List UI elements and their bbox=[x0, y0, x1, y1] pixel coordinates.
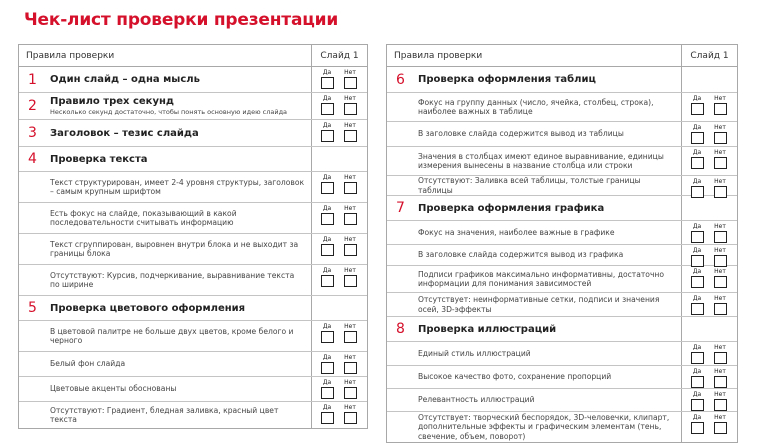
no-checkbox[interactable] bbox=[714, 132, 727, 144]
section-row bbox=[19, 93, 367, 120]
yes-label: Да bbox=[322, 404, 332, 411]
no-label: Нет bbox=[344, 236, 356, 243]
no-label: Нет bbox=[714, 368, 726, 375]
table-header bbox=[387, 45, 737, 67]
no-label: Нет bbox=[344, 404, 356, 411]
yes-label: Да bbox=[322, 236, 332, 243]
check-cell bbox=[312, 234, 367, 264]
no-checkbox[interactable] bbox=[344, 362, 357, 374]
item-cell bbox=[387, 93, 682, 121]
no-label: Нет bbox=[344, 267, 356, 274]
yes-option bbox=[319, 323, 335, 343]
section-number: 6 bbox=[396, 71, 405, 88]
no-checkbox[interactable] bbox=[714, 399, 727, 411]
no-option bbox=[712, 178, 728, 198]
yes-option bbox=[319, 404, 335, 424]
section-cell bbox=[19, 93, 312, 119]
yes-label: Да bbox=[322, 205, 332, 212]
header-rules: Правила проверки bbox=[387, 45, 682, 66]
item-text: Текст структурирован, имеет 2-4 уровня структуры, заголовок – самым крупным шрифтом bbox=[50, 177, 305, 196]
check-cell bbox=[682, 389, 737, 411]
item-cell bbox=[387, 147, 682, 175]
section-number: 1 bbox=[28, 71, 37, 88]
no-label: Нет bbox=[344, 122, 356, 129]
item-text: Фокус на группу данных (число, ячейка, столбец, строка), наиболее важных в таблице bbox=[418, 97, 654, 116]
no-option bbox=[342, 379, 358, 399]
section-row bbox=[387, 196, 737, 221]
check-cell bbox=[312, 321, 367, 351]
table-header bbox=[19, 45, 367, 67]
no-label: Нет bbox=[714, 268, 726, 275]
item-text: В заголовке слайда содержится вывод из таблицы bbox=[418, 129, 624, 139]
section-title: Проверка оформления графика bbox=[418, 202, 605, 214]
item-cell bbox=[387, 412, 682, 442]
section-number: 8 bbox=[396, 321, 405, 337]
check-cell bbox=[312, 147, 367, 171]
yes-checkbox[interactable] bbox=[321, 244, 334, 256]
item-text: Отсутствуют: Курсив, подчеркивание, выравнивание текста по ширине bbox=[50, 270, 295, 289]
no-option bbox=[342, 354, 358, 374]
checklist-table-right bbox=[386, 44, 738, 443]
section-cell bbox=[19, 296, 312, 320]
no-checkbox[interactable] bbox=[344, 331, 357, 343]
item-text: Отсутствуют: Градиент, бледная заливка, красный цвет текста bbox=[50, 405, 279, 424]
section-number: 3 bbox=[28, 125, 37, 141]
yes-checkbox[interactable] bbox=[321, 103, 334, 115]
item-row bbox=[19, 377, 367, 402]
section-title: Один слайд – одна мысль bbox=[50, 74, 200, 85]
no-checkbox[interactable] bbox=[714, 231, 727, 243]
item-cell bbox=[387, 342, 682, 365]
item-row bbox=[19, 321, 367, 352]
no-option bbox=[342, 205, 358, 225]
item-text: Цветовые акценты обоснованы bbox=[50, 384, 177, 394]
yes-label: Да bbox=[322, 174, 332, 181]
item-row bbox=[19, 203, 367, 234]
no-option bbox=[712, 268, 728, 288]
item-row bbox=[387, 221, 737, 245]
check-cell bbox=[312, 120, 367, 146]
no-option bbox=[712, 368, 728, 388]
no-option bbox=[712, 344, 728, 364]
no-label: Нет bbox=[344, 379, 356, 386]
item-text: Высокое качество фото, сохранение пропорций bbox=[418, 372, 612, 382]
yes-checkbox[interactable] bbox=[321, 77, 334, 89]
item-text: Единый стиль иллюстраций bbox=[418, 348, 531, 358]
no-option bbox=[712, 95, 728, 115]
section-title: Проверка оформления таблиц bbox=[418, 74, 596, 85]
item-row bbox=[387, 366, 737, 389]
item-cell bbox=[387, 293, 682, 316]
yes-label: Да bbox=[692, 223, 702, 230]
item-cell bbox=[387, 176, 682, 195]
check-cell bbox=[682, 122, 737, 146]
no-option bbox=[712, 295, 728, 315]
item-cell bbox=[19, 234, 312, 264]
no-label: Нет bbox=[714, 223, 726, 230]
no-checkbox[interactable] bbox=[714, 103, 727, 115]
check-cell bbox=[312, 172, 367, 202]
no-label: Нет bbox=[344, 354, 356, 361]
item-text: Белый фон слайда bbox=[50, 359, 126, 369]
no-checkbox[interactable] bbox=[714, 376, 727, 388]
no-label: Нет bbox=[714, 344, 726, 351]
check-cell bbox=[312, 402, 367, 428]
no-label: Нет bbox=[714, 178, 726, 185]
section-cell bbox=[19, 120, 312, 146]
no-checkbox[interactable] bbox=[344, 130, 357, 142]
no-option bbox=[712, 391, 728, 411]
section-title: Проверка иллюстраций bbox=[418, 323, 557, 335]
section-number: 2 bbox=[28, 98, 37, 114]
yes-label: Да bbox=[692, 178, 702, 185]
yes-label: Да bbox=[322, 122, 332, 129]
item-text: Есть фокус на слайде, показывающий в какой последовательности считывать информацию bbox=[50, 208, 237, 227]
header-slide: Слайд 1 bbox=[320, 51, 359, 61]
item-text: Релевантность иллюстраций bbox=[418, 395, 535, 405]
section-cell bbox=[19, 67, 312, 92]
yes-label: Да bbox=[692, 95, 702, 102]
no-checkbox[interactable] bbox=[344, 387, 357, 399]
item-row bbox=[387, 147, 737, 176]
yes-checkbox[interactable] bbox=[691, 132, 704, 144]
yes-checkbox[interactable] bbox=[321, 275, 334, 287]
no-option bbox=[342, 404, 358, 424]
no-option bbox=[342, 267, 358, 287]
item-row bbox=[387, 266, 737, 293]
section-cell bbox=[387, 67, 682, 92]
yes-checkbox[interactable] bbox=[691, 376, 704, 388]
no-option bbox=[712, 414, 728, 434]
check-cell bbox=[312, 377, 367, 401]
item-row bbox=[387, 293, 737, 317]
item-row bbox=[19, 402, 367, 428]
item-row bbox=[387, 122, 737, 147]
check-cell bbox=[312, 203, 367, 233]
item-row bbox=[19, 265, 367, 296]
item-text: Отсутствует: неинформативные сетки, подписи и значения осей, 3D-эффекты bbox=[418, 295, 660, 314]
item-row bbox=[19, 352, 367, 377]
no-checkbox[interactable] bbox=[344, 182, 357, 194]
yes-checkbox[interactable] bbox=[691, 276, 704, 288]
yes-checkbox[interactable] bbox=[691, 157, 704, 169]
yes-label: Да bbox=[692, 344, 702, 351]
item-cell bbox=[19, 265, 312, 295]
check-cell bbox=[682, 221, 737, 244]
item-cell bbox=[19, 321, 312, 351]
yes-option bbox=[319, 379, 335, 399]
no-label: Нет bbox=[344, 69, 356, 76]
check-cell bbox=[682, 147, 737, 175]
item-cell bbox=[387, 389, 682, 411]
item-text: Отсутствуют: Заливка всей таблицы, толстые границы таблицы bbox=[418, 176, 641, 195]
no-option bbox=[712, 149, 728, 169]
section-row bbox=[19, 147, 367, 172]
check-cell bbox=[682, 293, 737, 316]
section-title: Проверка цветового оформления bbox=[50, 302, 246, 314]
yes-option bbox=[689, 247, 705, 267]
section-number: 4 bbox=[28, 151, 37, 167]
check-cell bbox=[682, 412, 737, 442]
no-option bbox=[342, 323, 358, 343]
no-label: Нет bbox=[344, 205, 356, 212]
yes-label: Да bbox=[692, 391, 702, 398]
yes-checkbox[interactable] bbox=[691, 422, 704, 434]
item-cell bbox=[19, 402, 312, 428]
checklist-table-left bbox=[18, 44, 368, 429]
item-row bbox=[387, 176, 737, 196]
item-cell bbox=[19, 203, 312, 233]
check-cell bbox=[312, 67, 367, 92]
no-checkbox[interactable] bbox=[714, 157, 727, 169]
no-option bbox=[712, 247, 728, 267]
yes-option bbox=[689, 295, 705, 315]
yes-label: Да bbox=[322, 379, 332, 386]
check-cell bbox=[682, 67, 737, 92]
item-text: В заголовке слайда содержится вывод из графика bbox=[418, 250, 624, 260]
table-body bbox=[19, 67, 367, 428]
yes-checkbox[interactable] bbox=[691, 103, 704, 115]
yes-label: Да bbox=[322, 69, 332, 76]
section-row bbox=[387, 67, 737, 93]
yes-option bbox=[689, 95, 705, 115]
no-checkbox[interactable] bbox=[344, 244, 357, 256]
yes-option bbox=[689, 149, 705, 169]
yes-label: Да bbox=[692, 414, 702, 421]
yes-option bbox=[689, 178, 705, 198]
section-title: Проверка текста bbox=[50, 153, 148, 165]
page-title: Чек-лист проверки презентации bbox=[24, 10, 339, 30]
item-text: Текст сгруппирован, выровнен внутри блока и не выходит за границы блока bbox=[50, 239, 299, 258]
check-cell bbox=[682, 196, 737, 220]
no-checkbox[interactable] bbox=[344, 275, 357, 287]
yes-label: Да bbox=[692, 368, 702, 375]
item-row bbox=[387, 389, 737, 412]
check-cell bbox=[312, 93, 367, 119]
yes-option bbox=[319, 267, 335, 287]
yes-option bbox=[689, 344, 705, 364]
yes-checkbox[interactable] bbox=[321, 130, 334, 142]
no-option bbox=[342, 122, 358, 142]
item-cell bbox=[387, 221, 682, 244]
section-row bbox=[19, 67, 367, 93]
yes-label: Да bbox=[692, 149, 702, 156]
yes-option bbox=[689, 368, 705, 388]
no-checkbox[interactable] bbox=[714, 303, 727, 315]
item-cell bbox=[387, 122, 682, 146]
item-row bbox=[387, 342, 737, 366]
check-cell bbox=[682, 176, 737, 195]
check-cell bbox=[682, 245, 737, 265]
item-cell bbox=[19, 377, 312, 401]
item-row bbox=[387, 93, 737, 122]
check-cell bbox=[682, 342, 737, 365]
yes-option bbox=[689, 223, 705, 243]
check-cell bbox=[682, 266, 737, 292]
table-body bbox=[387, 67, 737, 442]
yes-checkbox[interactable] bbox=[691, 303, 704, 315]
yes-option bbox=[319, 122, 335, 142]
yes-option bbox=[319, 354, 335, 374]
no-checkbox[interactable] bbox=[714, 422, 727, 434]
section-number: 5 bbox=[28, 300, 37, 316]
yes-label: Да bbox=[322, 267, 332, 274]
item-row bbox=[19, 172, 367, 203]
yes-option bbox=[319, 95, 335, 115]
yes-checkbox[interactable] bbox=[691, 399, 704, 411]
check-cell bbox=[312, 265, 367, 295]
yes-checkbox[interactable] bbox=[321, 362, 334, 374]
yes-label: Да bbox=[322, 95, 332, 102]
item-row bbox=[387, 412, 737, 442]
yes-option bbox=[689, 268, 705, 288]
yes-label: Да bbox=[322, 323, 332, 330]
item-cell bbox=[387, 366, 682, 388]
yes-option bbox=[319, 69, 335, 89]
item-cell bbox=[387, 266, 682, 292]
no-checkbox[interactable] bbox=[344, 77, 357, 89]
yes-label: Да bbox=[692, 247, 702, 254]
no-label: Нет bbox=[714, 149, 726, 156]
section-cell bbox=[387, 317, 682, 341]
item-row bbox=[19, 234, 367, 265]
yes-option bbox=[689, 414, 705, 434]
item-cell bbox=[19, 172, 312, 202]
no-checkbox[interactable] bbox=[714, 276, 727, 288]
no-option bbox=[342, 95, 358, 115]
no-label: Нет bbox=[714, 295, 726, 302]
item-text: Значения в столбцах имеют единое выравнивание, единицы измерения вынесены в название столбца или строки bbox=[418, 151, 664, 170]
no-option bbox=[712, 223, 728, 243]
no-option bbox=[342, 236, 358, 256]
check-cell bbox=[682, 93, 737, 121]
no-label: Нет bbox=[714, 95, 726, 102]
section-cell bbox=[387, 196, 682, 220]
header-rules: Правила проверки bbox=[19, 45, 312, 66]
section-row bbox=[19, 296, 367, 321]
no-label: Нет bbox=[344, 95, 356, 102]
item-text: В цветовой палитре не больше двух цветов, кроме белого и черного bbox=[50, 326, 294, 345]
no-label: Нет bbox=[714, 414, 726, 421]
yes-label: Да bbox=[322, 354, 332, 361]
yes-label: Да bbox=[692, 268, 702, 275]
no-label: Нет bbox=[344, 323, 356, 330]
item-cell bbox=[19, 352, 312, 376]
check-cell bbox=[312, 352, 367, 376]
no-label: Нет bbox=[344, 174, 356, 181]
yes-checkbox[interactable] bbox=[691, 352, 704, 364]
no-option bbox=[342, 69, 358, 89]
yes-option bbox=[319, 205, 335, 225]
no-label: Нет bbox=[714, 391, 726, 398]
section-title: Заголовок – тезис слайда bbox=[50, 127, 199, 139]
yes-option bbox=[319, 236, 335, 256]
section-title: Правило трех секунд bbox=[50, 96, 174, 107]
section-number: 7 bbox=[396, 200, 405, 216]
check-cell bbox=[682, 317, 737, 341]
check-cell bbox=[312, 296, 367, 320]
yes-option bbox=[689, 391, 705, 411]
no-label: Нет bbox=[714, 124, 726, 131]
section-row bbox=[387, 317, 737, 342]
no-checkbox[interactable] bbox=[714, 352, 727, 364]
yes-checkbox[interactable] bbox=[691, 231, 704, 243]
no-checkbox[interactable] bbox=[344, 103, 357, 115]
check-cell bbox=[682, 366, 737, 388]
no-checkbox[interactable] bbox=[344, 213, 357, 225]
yes-checkbox[interactable] bbox=[321, 412, 334, 424]
no-checkbox[interactable] bbox=[344, 412, 357, 424]
yes-option bbox=[689, 124, 705, 144]
section-text bbox=[50, 96, 287, 116]
yes-checkbox[interactable] bbox=[321, 331, 334, 343]
item-text: Фокус на значения, наиболее важные в графике bbox=[418, 227, 615, 237]
yes-label: Да bbox=[692, 295, 702, 302]
item-cell bbox=[387, 245, 682, 265]
yes-checkbox[interactable] bbox=[321, 182, 334, 194]
item-row bbox=[387, 245, 737, 266]
yes-option bbox=[319, 174, 335, 194]
yes-checkbox[interactable] bbox=[321, 213, 334, 225]
no-label: Нет bbox=[714, 247, 726, 254]
item-text: Подписи графиков максимально информативны, достаточно информации для понимания зависимостей bbox=[418, 269, 665, 288]
yes-label: Да bbox=[692, 124, 702, 131]
item-text: Отсутствует: творческий беспорядок, 3D-человечки, клипарт, дополнительные эффекты и графическим элементам (тень, свечение, объем, поворот) bbox=[418, 412, 670, 441]
yes-checkbox[interactable] bbox=[321, 387, 334, 399]
section-cell bbox=[19, 147, 312, 171]
no-option bbox=[712, 124, 728, 144]
header-slide: Слайд 1 bbox=[690, 51, 729, 61]
no-option bbox=[342, 174, 358, 194]
section-subtitle: Несколько секунд достаточно, чтобы понять основную идею слайда bbox=[50, 108, 288, 116]
section-row bbox=[19, 120, 367, 147]
